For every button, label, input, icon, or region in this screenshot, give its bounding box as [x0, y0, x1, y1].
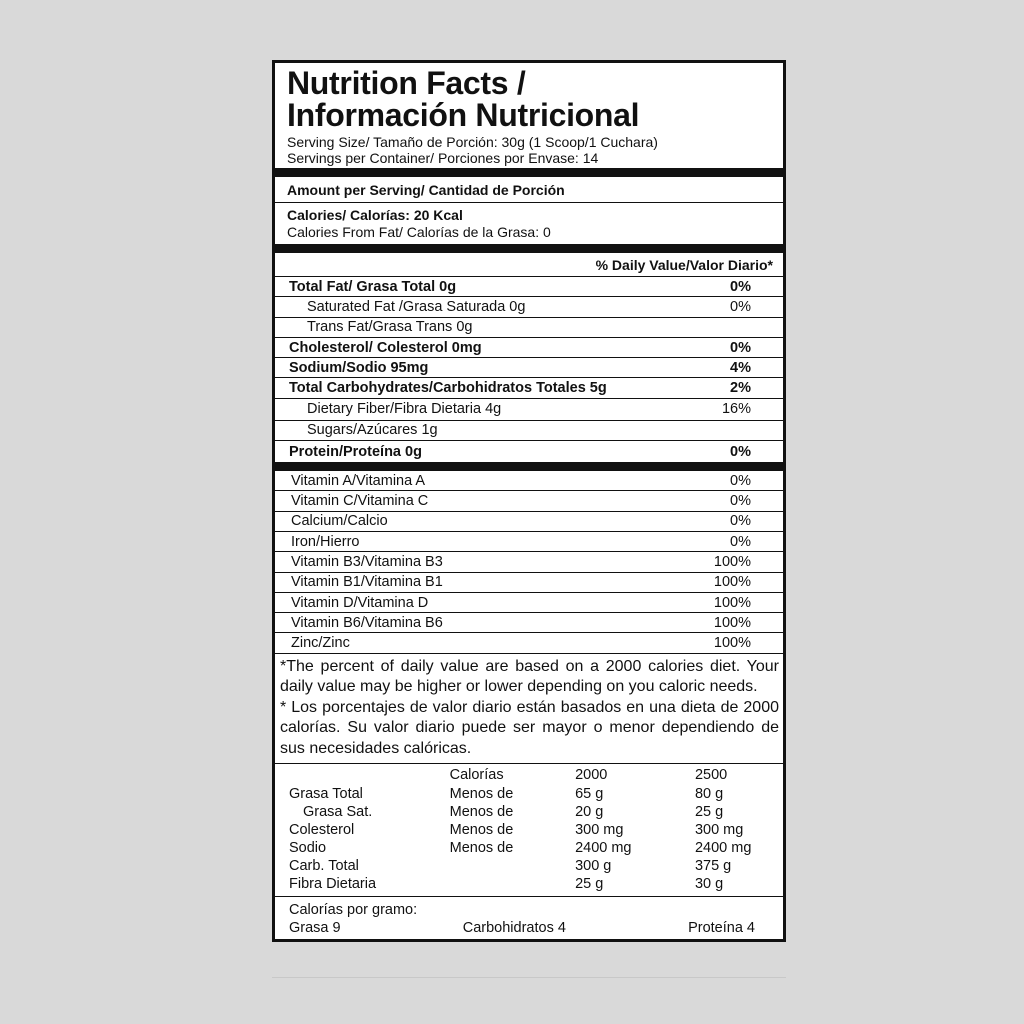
- dv-table-cell: 80 g: [694, 785, 724, 802]
- dv-table-cell: [450, 875, 575, 893]
- footnote: [275, 654, 783, 765]
- dv-table-cell: [450, 857, 575, 875]
- nutrient-label: Trans Fat/Grasa Trans 0g: [307, 319, 473, 336]
- label-header: [275, 63, 783, 168]
- vitamin-row: [275, 532, 783, 552]
- nutrient-percent: 0%: [730, 298, 751, 315]
- vitamin-label: Vitamin B1/Vitamina B1: [291, 574, 443, 591]
- dv-table-row: [289, 766, 783, 784]
- vitamin-row: [275, 471, 783, 491]
- servings-per-container: Servings per Container/ Porciones por Envase: 14: [287, 150, 599, 166]
- vitamin-percent: 0%: [730, 472, 751, 489]
- vitamin-row: [275, 512, 783, 532]
- vitamin-row: [275, 491, 783, 511]
- dv-table-cell: Menos de: [449, 840, 514, 857]
- nutrient-label: Total Carbohydrates/Carbohidratos Totales 5g: [289, 380, 607, 397]
- dv-table-cell: Fibra Dietaria: [289, 876, 377, 893]
- daily-value-reference-table: [275, 764, 783, 896]
- vitamin-percent: 0%: [730, 513, 751, 530]
- dv-table-cell: Calorías: [449, 767, 504, 784]
- dv-table-cell: 375 g: [694, 858, 732, 875]
- dv-table-cell: 300 mg: [694, 821, 744, 838]
- nutrient-row: [275, 338, 783, 358]
- dv-table-cell: Sodio: [289, 840, 327, 857]
- per-gram-title: Calorías por gramo:: [289, 901, 418, 918]
- dv-table-row: [289, 875, 783, 893]
- title-line-2: Información Nutricional: [287, 97, 640, 133]
- dv-table-row: [289, 803, 783, 821]
- nutrient-percent: 2%: [730, 380, 751, 397]
- nutrient-percent: 4%: [730, 359, 751, 376]
- dv-table-cell: Menos de: [449, 785, 514, 802]
- dv-table-cell: 2500: [694, 767, 728, 784]
- vitamin-label: Vitamin C/Vitamina C: [291, 493, 429, 510]
- dv-table-row: [289, 839, 783, 857]
- vitamin-percent: 100%: [713, 635, 751, 652]
- thick-divider: [275, 244, 783, 253]
- footnote-spanish: * Los porcentajes de valor diario están basados en una dieta de 2000 calorías. Su valor diario puede ser mayor o menor dependiendo de sus necesidades calóricas.: [280, 698, 779, 757]
- per-gram-fat: Grasa 9: [289, 919, 341, 936]
- dv-table-cell: Menos de: [449, 803, 514, 820]
- vitamin-label: Iron/Hierro: [291, 533, 360, 550]
- vitamin-percent: 100%: [713, 594, 751, 611]
- nutrient-percent: 0%: [730, 339, 751, 356]
- nutrient-row: [275, 358, 783, 378]
- thick-divider: [275, 168, 783, 177]
- nutrient-label: Dietary Fiber/Fibra Dietaria 4g: [307, 401, 502, 418]
- dv-table-cell: Grasa Sat.: [303, 803, 373, 820]
- nutrient-row: [275, 421, 783, 441]
- daily-value-header: [275, 253, 783, 277]
- vitamin-row: [275, 573, 783, 593]
- dv-table-cell: 2000: [575, 767, 608, 784]
- nutrient-percent: 0%: [730, 443, 751, 460]
- bottom-rule: [272, 977, 786, 978]
- dv-table-cell: 2400 mg: [575, 840, 632, 857]
- nutrient-row: [275, 399, 783, 421]
- vitamin-row: [275, 613, 783, 633]
- vitamin-label: Vitamin B6/Vitamina B6: [291, 614, 443, 631]
- nutrient-row: [275, 297, 783, 317]
- nutrient-label: Cholesterol/ Colesterol 0mg: [289, 339, 482, 356]
- vitamin-percent: 100%: [713, 553, 751, 570]
- vitamin-percent: 0%: [730, 493, 751, 510]
- amount-per-serving: [275, 177, 783, 203]
- per-gram-protein: Proteína 4: [688, 919, 755, 936]
- dv-table-cell: Colesterol: [289, 821, 355, 838]
- dv-table-cell: 25 g: [575, 876, 604, 893]
- dv-table-cell: 30 g: [694, 876, 724, 893]
- calories: Calories/ Calorías: 20 Kcal: [287, 207, 463, 223]
- nutrient-list: [275, 277, 783, 462]
- vitamin-row: [275, 633, 783, 653]
- vitamin-row: [275, 593, 783, 613]
- nutrient-percent: 0%: [730, 278, 751, 295]
- dv-table-cell: 25 g: [694, 803, 724, 820]
- vitamin-percent: 0%: [730, 533, 751, 550]
- nutrient-row: [275, 441, 783, 462]
- calories-per-gram: [275, 897, 783, 939]
- nutrient-row: [275, 277, 783, 297]
- vitamin-list: [275, 471, 783, 654]
- dv-table-cell: Menos de: [449, 821, 514, 838]
- vitamin-percent: 100%: [713, 614, 751, 631]
- nutrient-row: [275, 318, 783, 338]
- nutrient-label: Sugars/Azúcares 1g: [307, 422, 438, 439]
- calories-from-fat: Calories From Fat/ Calorías de la Grasa: 0: [287, 224, 551, 240]
- vitamin-label: Vitamin D/Vitamina D: [291, 594, 429, 611]
- nutrient-label: Protein/Proteína 0g: [289, 443, 422, 460]
- dv-table-cell: 65 g: [575, 785, 604, 802]
- dv-table-row: [289, 784, 783, 802]
- nutrient-percent: 16%: [721, 401, 751, 418]
- calories-block: [275, 203, 783, 244]
- vitamin-label: Calcium/Calcio: [291, 513, 388, 530]
- nutrient-label: Total Fat/ Grasa Total 0g: [289, 278, 457, 295]
- vitamin-row: [275, 552, 783, 572]
- serving-size: Serving Size/ Tamaño de Porción: 30g (1 Scoop/1 Cuchara): [287, 134, 658, 150]
- vitamin-label: Vitamin A/Vitamina A: [291, 472, 426, 489]
- dv-table-cell: 20 g: [575, 803, 604, 820]
- dv-table-row: [289, 857, 783, 875]
- vitamin-label: Vitamin B3/Vitamina B3: [291, 553, 443, 570]
- title-line-1: Nutrition Facts /: [287, 65, 526, 101]
- footnote-english: *The percent of daily value are based on a 2000 calories diet. Your daily value may be higher or lower depending on you caloric needs.: [280, 657, 779, 696]
- dv-table-cell: Grasa Total: [289, 785, 363, 802]
- dv-table-cell: 300 g: [575, 858, 612, 875]
- per-gram-carb: Carbohidratos 4: [462, 919, 566, 936]
- dv-table-row: [289, 821, 783, 839]
- dv-table-cell: 2400 mg: [694, 840, 752, 857]
- nutrition-facts-label: [272, 60, 786, 942]
- vitamin-percent: 100%: [713, 574, 751, 591]
- vitamin-label: Zinc/Zinc: [291, 635, 350, 652]
- nutrient-label: Saturated Fat /Grasa Saturada 0g: [307, 298, 526, 315]
- amount-per-serving-label: Amount per Serving/ Cantidad de Porción: [287, 181, 565, 198]
- thick-divider: [275, 462, 783, 471]
- daily-value-header-label: % Daily Value/Valor Diario*: [595, 256, 773, 273]
- nutrient-row: [275, 378, 783, 398]
- dv-table-cell: [289, 766, 450, 784]
- dv-table-cell: Carb. Total: [289, 858, 359, 875]
- dv-table-cell: 300 mg: [575, 821, 624, 838]
- nutrient-label: Sodium/Sodio 95mg: [289, 359, 429, 376]
